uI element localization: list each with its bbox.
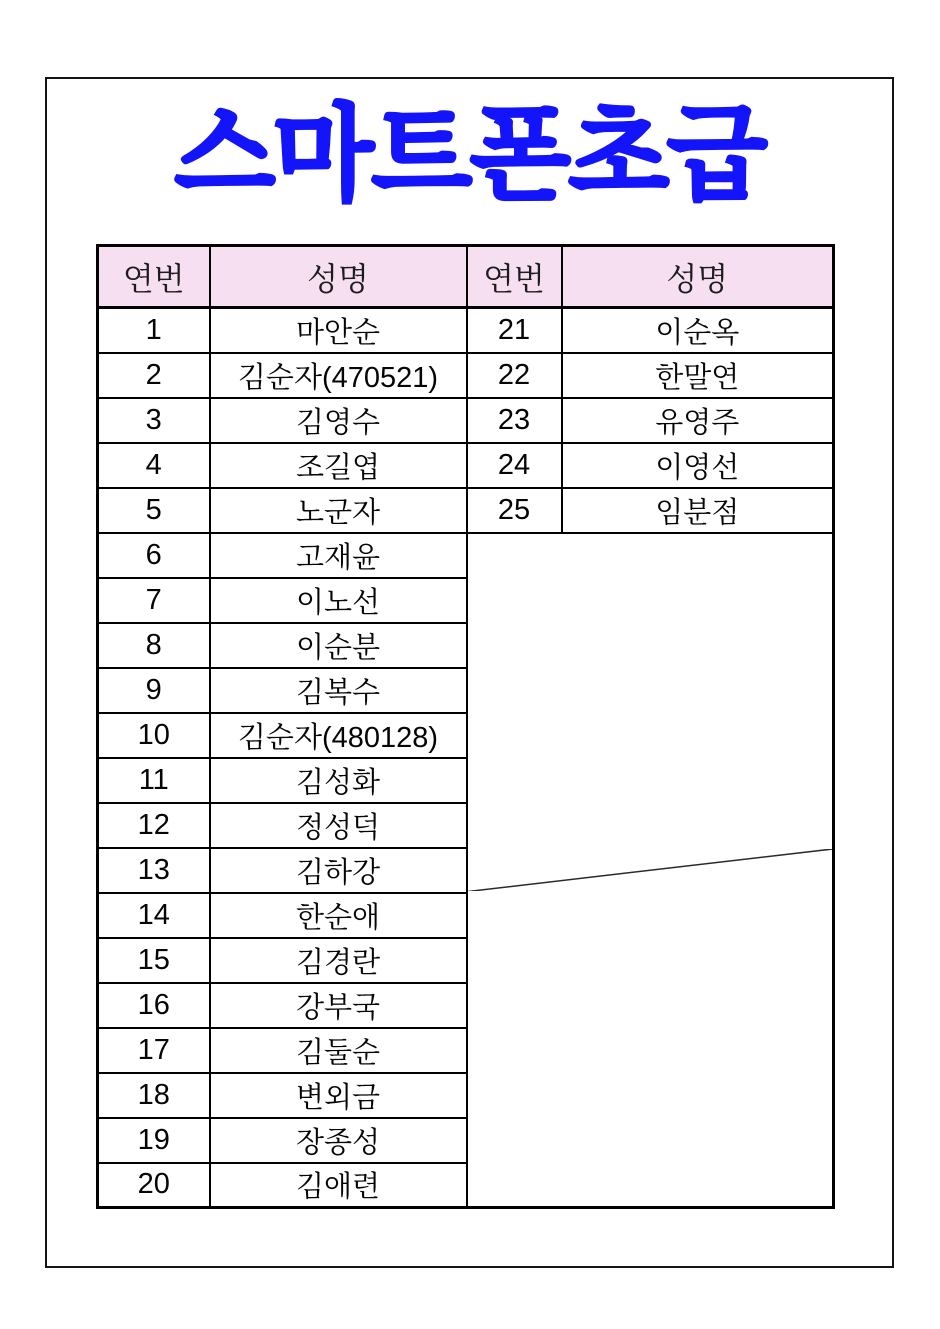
header-name-right: 성명: [562, 246, 834, 308]
name-cell: 김성화: [210, 758, 467, 803]
table-row: [98, 533, 834, 578]
page-title: 스마트폰초급: [174, 97, 766, 213]
serial-number-cell: 15: [98, 938, 210, 983]
name-cell: 이영선: [562, 443, 834, 488]
name-cell: 고재윤: [210, 533, 467, 578]
name-cell: 임분점: [562, 488, 834, 533]
diagonal-line: [468, 849, 833, 892]
serial-number-cell: 20: [98, 1163, 210, 1208]
serial-number-cell: 5: [98, 488, 210, 533]
serial-number-cell: 4: [98, 443, 210, 488]
serial-number-cell: 7: [98, 578, 210, 623]
serial-number-cell: 17: [98, 1028, 210, 1073]
name-cell: 이순옥: [562, 308, 834, 353]
serial-number-cell: 16: [98, 983, 210, 1028]
name-cell: 이노선: [210, 578, 467, 623]
name-cell: 김애련: [210, 1163, 467, 1208]
name-cell: 김둘순: [210, 1028, 467, 1073]
serial-number-cell: 3: [98, 398, 210, 443]
serial-number-cell: 14: [98, 893, 210, 938]
name-cell: 조길엽: [210, 443, 467, 488]
serial-number-cell: 12: [98, 803, 210, 848]
table-row: [98, 443, 834, 488]
roster-table-header: [98, 246, 834, 308]
serial-number-cell: 13: [98, 848, 210, 893]
name-cell: 한말연: [562, 353, 834, 398]
roster-table: [96, 244, 835, 1209]
serial-number-cell: 9: [98, 668, 210, 713]
roster-table-body: [98, 308, 834, 1208]
name-cell: 마안순: [210, 308, 467, 353]
serial-number-cell: 2: [98, 353, 210, 398]
empty-merged-cell: [467, 533, 834, 1208]
serial-number-cell: 18: [98, 1073, 210, 1118]
serial-number-cell: 6: [98, 533, 210, 578]
header-row: [98, 246, 834, 308]
header-no-right: 연번: [467, 246, 562, 308]
serial-number-cell: 8: [98, 623, 210, 668]
serial-number-cell: 10: [98, 713, 210, 758]
name-cell: 한순애: [210, 893, 467, 938]
name-cell: 김영수: [210, 398, 467, 443]
serial-number-cell: 24: [467, 443, 562, 488]
name-cell: 김경란: [210, 938, 467, 983]
serial-number-cell: 11: [98, 758, 210, 803]
name-cell: 정성덕: [210, 803, 467, 848]
table-row: [98, 488, 834, 533]
serial-number-cell: 22: [467, 353, 562, 398]
name-cell: 노군자: [210, 488, 467, 533]
name-cell: 김순자(480128): [210, 713, 467, 758]
table-row: [98, 398, 834, 443]
name-cell: 김복수: [210, 668, 467, 713]
name-cell: 변외금: [210, 1073, 467, 1118]
serial-number-cell: 1: [98, 308, 210, 353]
name-cell: 강부국: [210, 983, 467, 1028]
name-cell: 이순분: [210, 623, 467, 668]
name-cell: 김하강: [210, 848, 467, 893]
header-name-left: 성명: [210, 246, 467, 308]
table-row: [98, 353, 834, 398]
serial-number-cell: 23: [467, 398, 562, 443]
name-cell: 유영주: [562, 398, 834, 443]
name-cell: 장종성: [210, 1118, 467, 1163]
name-cell: 김순자(470521): [210, 353, 467, 398]
serial-number-cell: 19: [98, 1118, 210, 1163]
serial-number-cell: 21: [467, 308, 562, 353]
table-row: [98, 308, 834, 353]
serial-number-cell: 25: [467, 488, 562, 533]
header-no-left: 연번: [98, 246, 210, 308]
